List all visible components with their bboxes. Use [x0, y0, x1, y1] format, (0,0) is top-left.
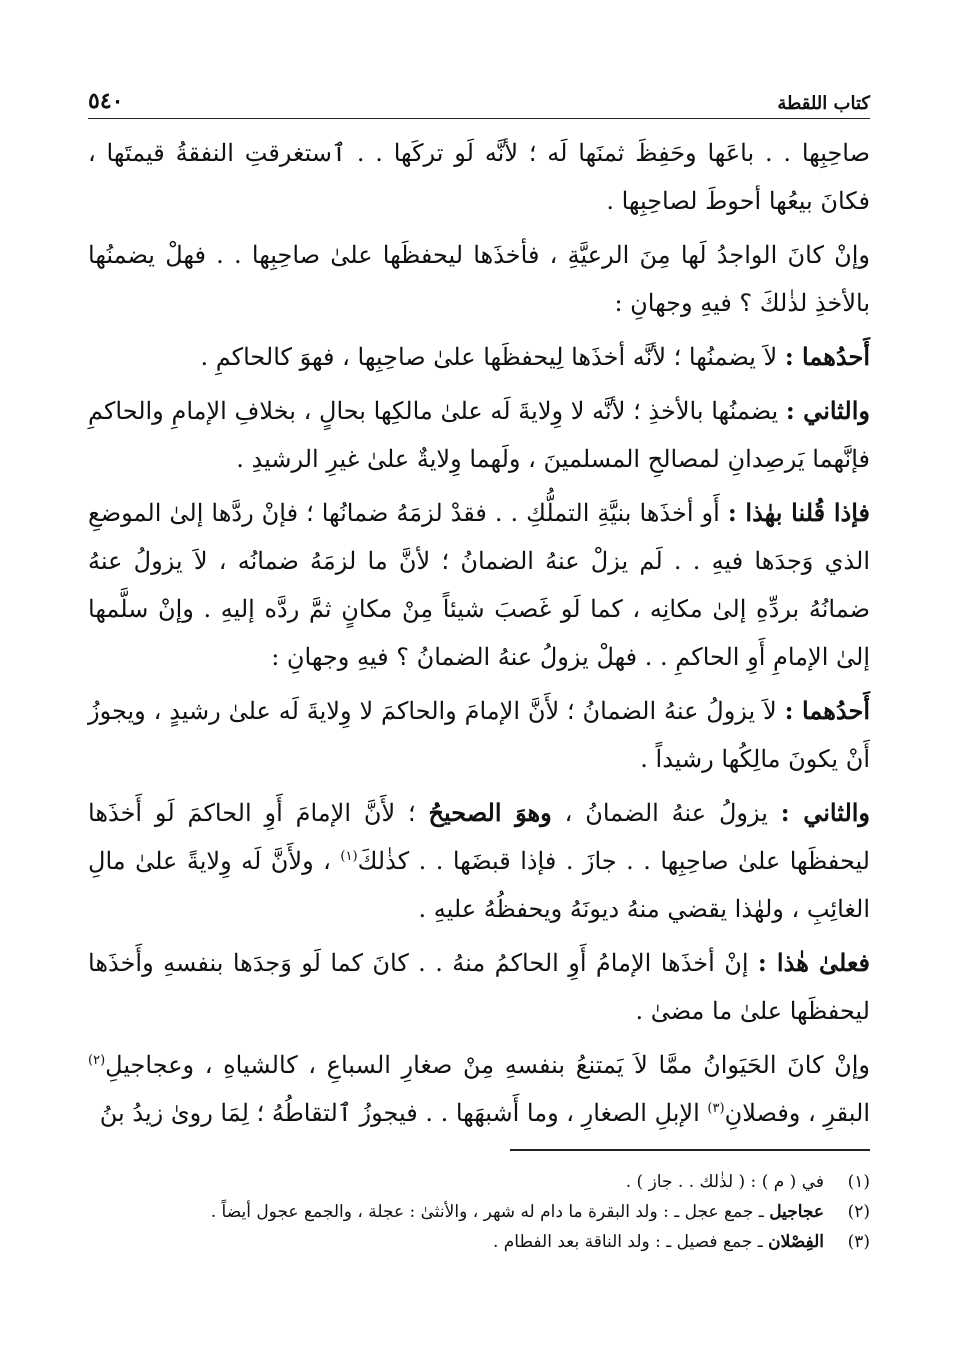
paragraph-text: إنْ أخذَها الإمامُ أَوِ الحاكمُ منهُ . . كانَ كما لَو وَجدَها بنفسهِ وأَخذَها ليحفظَها علىٰ ما مضىٰ . — [88, 949, 870, 1025]
paragraph-text: ، ولأَنَّ لَه وِلايةً علىٰ مالِ الغائِبِ ، ولهٰذا يقضي منهُ ديونَهُ ويحفظُهُ عليهِ . — [88, 847, 870, 923]
paragraph — [88, 789, 870, 933]
paragraph-text: يزولُ عنهُ الضمانُ ، — [551, 799, 781, 827]
paragraph-text: يضمنُها بالأخذِ ؛ لأنَّه لا وِلايةَ لَه علىٰ مالكِها بحالٍ ، بخلافِ الإمامِ والحاكمِ فإنَّهما يَرصِدانِ لمصالحِ المسلمينَ ، ولَهما وِلايةٌ علىٰ غيرِ الرشيدِ . — [88, 397, 870, 473]
footnote — [88, 1197, 870, 1227]
footnote-text — [626, 1167, 824, 1197]
paragraph-text: وإنْ كانَ الحَيَوانُ ممَّا لاَ يَمتنعُ بنفسهِ مِنْ صغارِ السباعِ ، كالشياهِ ، وعجاجيلِ — [105, 1051, 870, 1079]
footnote-term: عجاجيل — [769, 1202, 824, 1222]
paragraph — [88, 1041, 870, 1137]
footnote-number: (١) — [847, 1172, 870, 1192]
footnote-text — [493, 1227, 824, 1257]
paragraph — [88, 129, 870, 225]
paragraph — [88, 387, 870, 483]
paragraph-text: صاحِبِها . . باعَها وحَفِظَ ثمنَها لَه ؛ لأنَّه لَو تركَها . . ٱستغرقتِ النفقةُ قيمتَها ، فكانَ بيعُها أحوطَ لصاحِبِها . — [88, 139, 870, 215]
footnote-body: ـ جمع فصيل ـ : ولد الناقة بعد الفطام . — [492, 1232, 769, 1252]
footnote-number: (٣) — [847, 1232, 870, 1252]
paragraph-lead: والثاني : — [785, 396, 870, 425]
footnote-divider — [510, 1149, 870, 1151]
paragraph-text: البقرِ ، وفصلانِ — [724, 1099, 870, 1127]
main-text — [88, 129, 870, 1137]
running-title: كتاب اللقطة — [777, 93, 870, 114]
footnote-body: ـ جمع عجل ـ : ولد البقرة ما دام له شهر ، والأنثىٰ : عجلة ، والجمع عجول أيضاً . — [210, 1202, 770, 1222]
book-page — [88, 78, 870, 1257]
paragraph — [88, 939, 870, 1035]
paragraph-text: الإبلِ الصغارِ ، وما أَشبهَها . . فيجوزُ ٱلتقاطُهُ ؛ لِمَا روىٰ زيدُ بنُ — [99, 1099, 708, 1127]
paragraph-lead: أَحدُهما : — [784, 696, 870, 725]
paragraph-lead: فإذا قُلنا بهٰذا : — [727, 498, 871, 527]
paragraph-text: أَو أخذَها بنيَّةِ التملُّكِ . . فقدْ لزمَهُ ضمانُها ؛ فإنْ ردَّها إلىٰ الموضعِ الذي وَجدَها فيهِ . . لَم يزلْ عنهُ الضمانُ ؛ لأنَّ ما لزمَهُ ضمانُه ، لاَ يزولُ عنهُ ضمانُهُ بردِّهِ إلىٰ مكانِه ، كما لَو غَصبَ شيئاً مِنْ مكانٍ ثمَّ ردَّه إليهِ . وإنْ سلَّمها إلىٰ الإمامِ أَوِ الحاكمِ . . فهلْ يزولُ عنهُ الضمانُ ؟ فيهِ وجهانِ : — [88, 499, 870, 671]
paragraph-text: لاَ يضمنُها ؛ لأنَّه أخذَها لِيحفظَها علىٰ صاحِبِها ، فهوَ كالحاكمِ . — [200, 343, 785, 371]
paragraph — [88, 231, 870, 327]
emphasis-text: وهوَ الصحيحُ — [428, 798, 552, 827]
paragraph-text: وإنْ كانَ الواجدُ لَها مِنَ الرعيَّةِ ، فأخذَها ليحفظَها علىٰ صاحِبِها . . فهلْ يضمنُها بالأخذِ لذٰلكَ ؟ فيهِ وجهانِ : — [88, 241, 870, 317]
paragraph-lead: والثاني : — [780, 798, 871, 827]
page-header — [88, 78, 870, 119]
footnote — [88, 1167, 870, 1197]
footnote-body: في ( م ) : ( لذٰلك . . جاز ) . — [625, 1172, 824, 1192]
footnote — [88, 1227, 870, 1257]
paragraph — [88, 687, 870, 783]
footnote-ref[interactable]: (٣) — [707, 1101, 725, 1116]
footnote-number: (٢) — [847, 1202, 870, 1222]
paragraph-text: لاَ يزولُ عنهُ الضمانُ ؛ لأَنَّ الإمامَ والحاكمَ لا وِلايةَ لَه علىٰ رشيدٍ ، ويجوزُ أَنْ يكونَ مالِكُها رشيداً . — [88, 697, 870, 773]
page-number: ٥٤٠ — [88, 88, 124, 114]
paragraph — [88, 489, 870, 681]
paragraph-text: ؛ لأَنَّ الإمامَ أَوِ الحاكمَ لَو أَخذَها ليحفظَها علىٰ صاحِبِها . . جازَ . فإذا قبضَها . . كذٰلكَ — [88, 799, 870, 875]
footnote-term: الفِصْلان — [768, 1232, 824, 1252]
footnotes — [88, 1167, 870, 1257]
footnote-text — [211, 1197, 824, 1227]
paragraph — [88, 333, 870, 381]
paragraph-lead: أَحدُهما : — [784, 342, 870, 371]
paragraph-lead: فعلىٰ هٰذا : — [757, 948, 870, 977]
footnote-ref[interactable]: (١) — [340, 849, 358, 864]
footnote-ref[interactable]: (٢) — [88, 1053, 106, 1068]
